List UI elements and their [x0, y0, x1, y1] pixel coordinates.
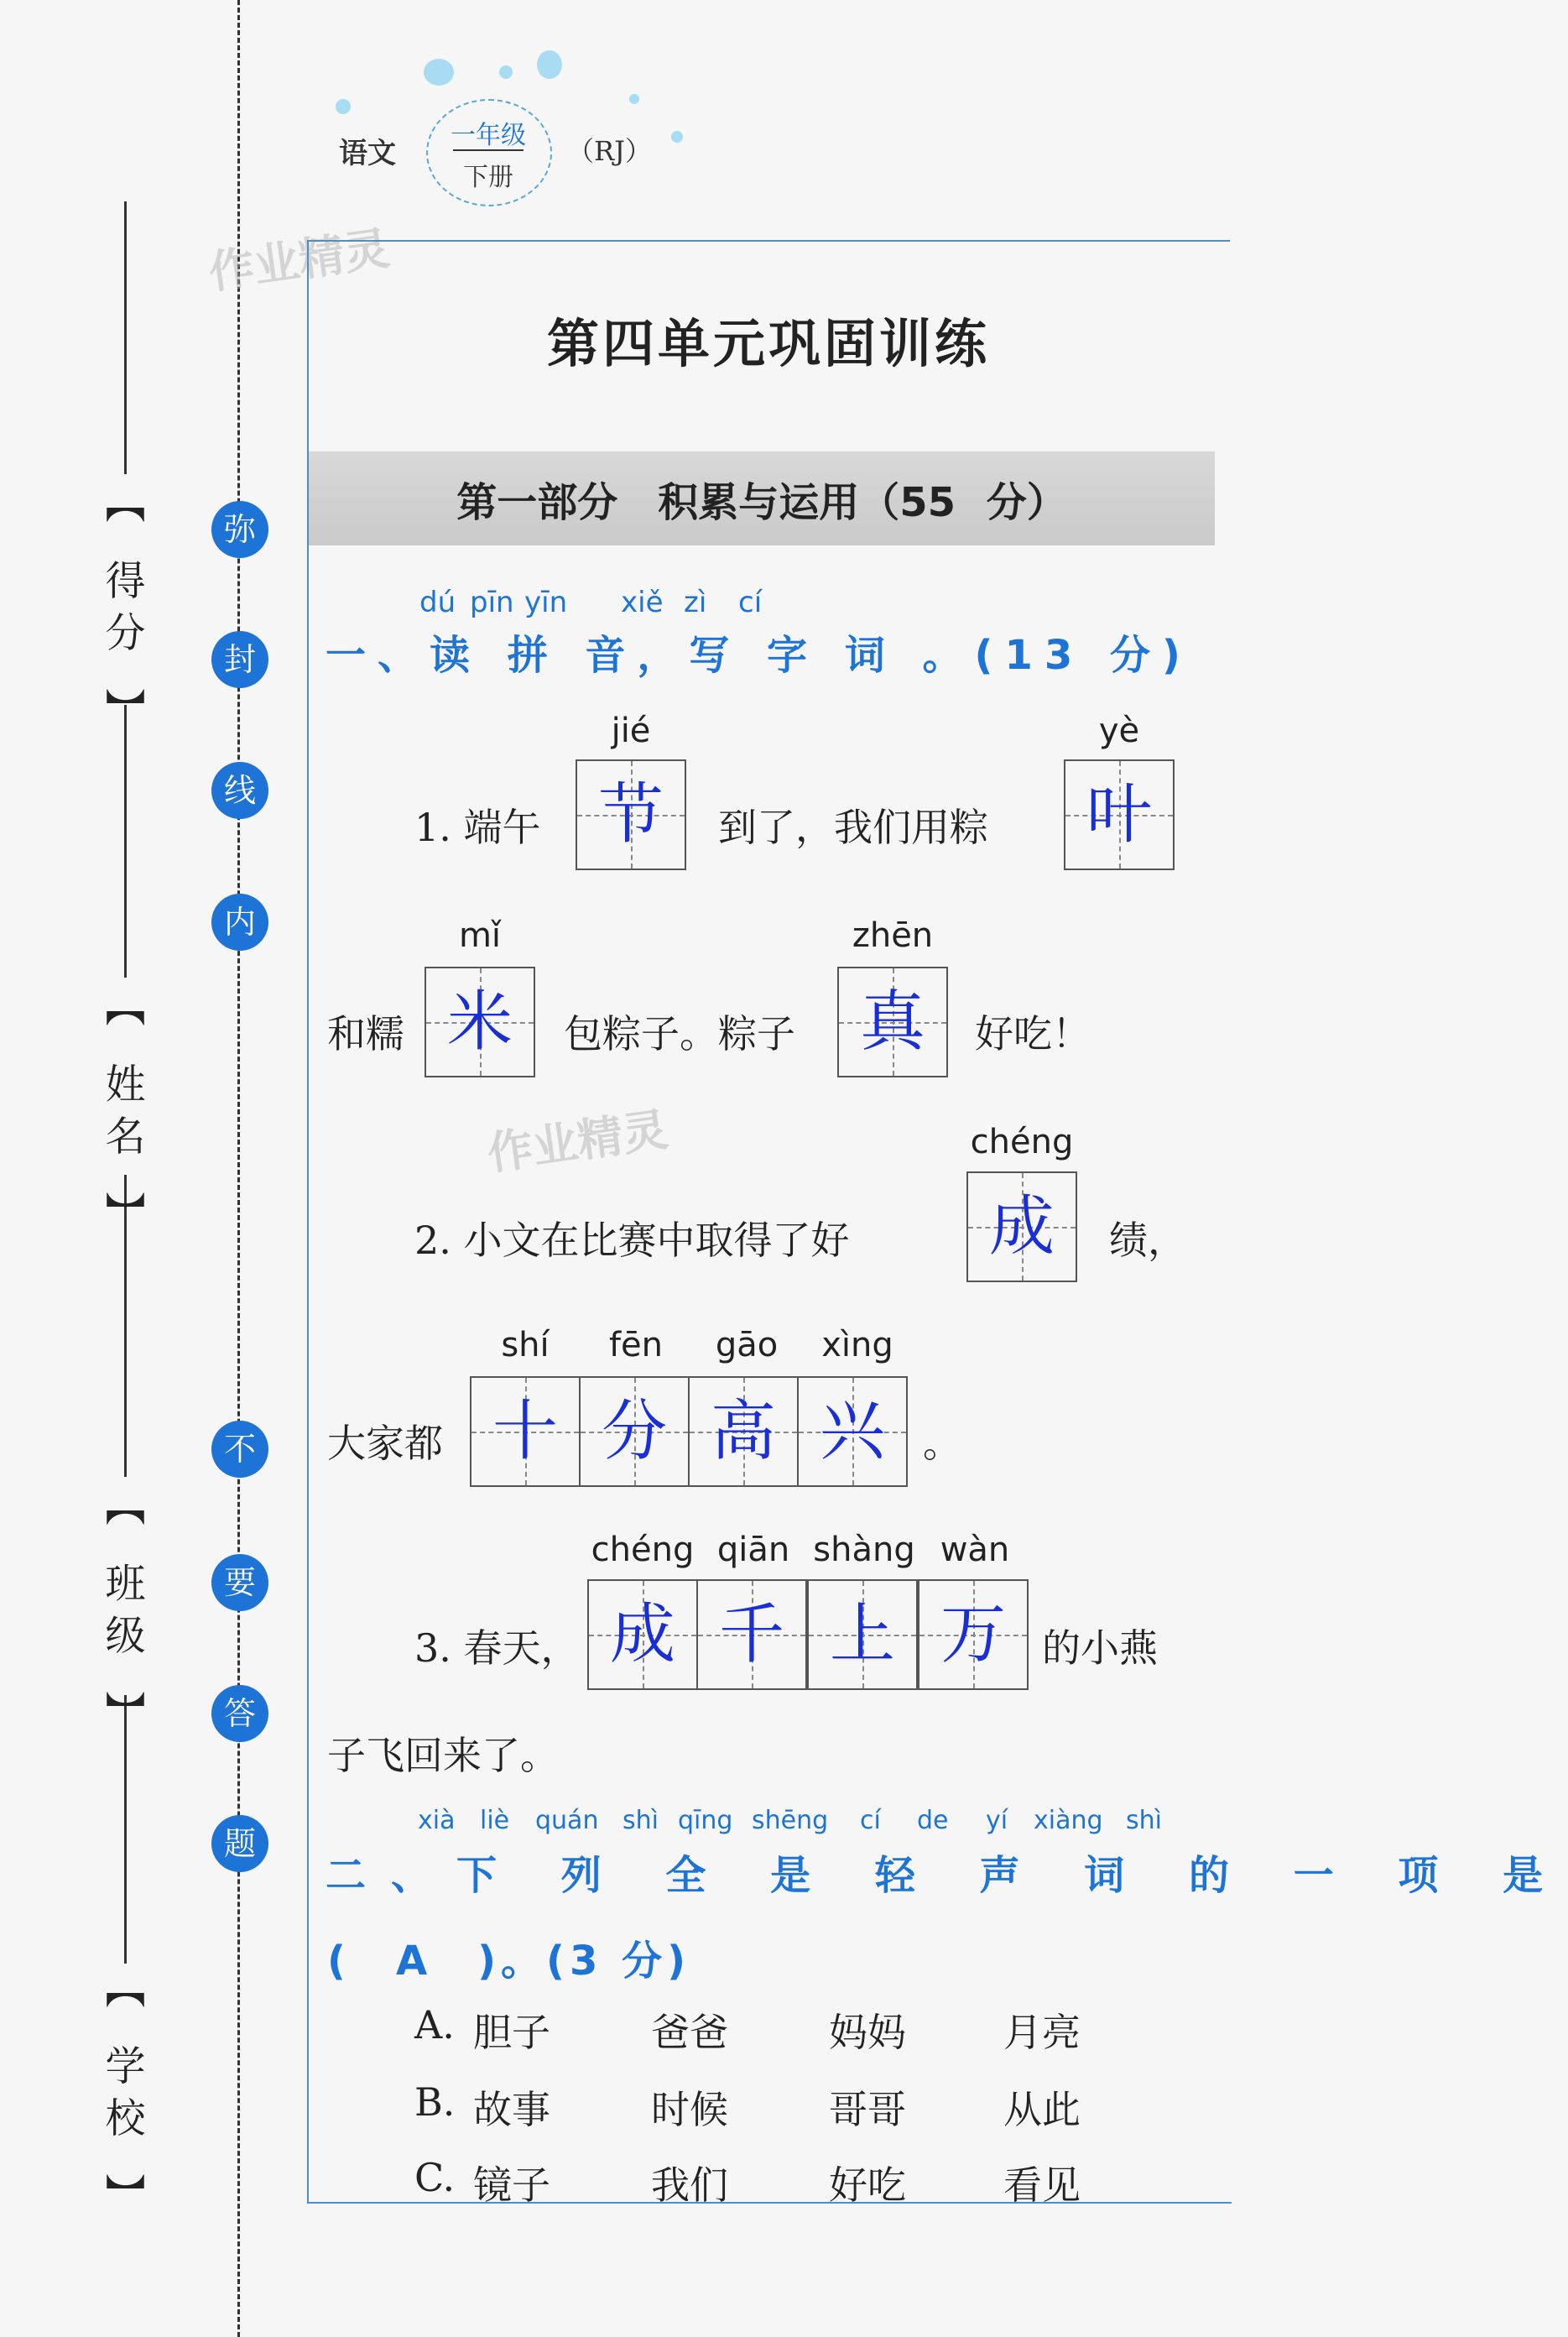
badge-divider: [453, 149, 524, 151]
pinyin: yè: [1098, 712, 1140, 750]
answer-box[interactable]: [696, 1579, 807, 1690]
answer-char: 高: [710, 1394, 776, 1469]
pinyin: xiàng: [1034, 1806, 1103, 1835]
seal-char: 封: [211, 631, 268, 688]
answer-char: 叶: [1086, 777, 1152, 853]
question-2-answer: ( A )。(3 分): [327, 1938, 691, 1985]
item-text: 。: [923, 1421, 961, 1466]
option-word: 妈妈: [829, 2010, 906, 2055]
option-word: 胆子: [473, 2010, 550, 2055]
answer-box[interactable]: [688, 1376, 799, 1487]
answer-char: 米: [446, 984, 513, 1060]
pinyin: quán: [535, 1806, 599, 1835]
answer-char: 兴: [819, 1394, 885, 1469]
pinyin: shì: [623, 1806, 659, 1835]
cut-line: [237, 0, 240, 2337]
pinyin: shàng: [813, 1531, 915, 1569]
answer-box[interactable]: [797, 1376, 908, 1487]
pinyin: mǐ: [458, 916, 502, 955]
answer-char: 节: [597, 777, 664, 853]
pinyin: zì: [684, 586, 707, 619]
answer-box[interactable]: [918, 1579, 1029, 1690]
label-name: 【 姓名 】: [98, 986, 145, 1244]
seal-char: 不: [211, 1421, 268, 1478]
pinyin: gāo: [715, 1326, 779, 1364]
seal-char: 内: [211, 894, 268, 951]
score-write-line[interactable]: [124, 201, 127, 474]
decor-dot: [336, 99, 351, 114]
pinyin: chéng: [591, 1531, 695, 1569]
option-word: 故事: [473, 2087, 550, 2132]
option-letter: C.: [414, 2155, 456, 2200]
pinyin: fēn: [608, 1326, 664, 1364]
answer-char: 上: [829, 1597, 895, 1672]
label-class: 【 班级 】: [98, 1485, 145, 1743]
seal-char: 线: [211, 762, 268, 819]
option-word: 看见: [1003, 2162, 1081, 2208]
pinyin: dú: [419, 586, 456, 619]
seal-char: 弥: [211, 501, 268, 558]
item-text: 包粽子。粽子: [564, 1011, 795, 1056]
item-text: 3. 春天，: [414, 1625, 580, 1671]
page-title: 第四单元巩固训练: [546, 313, 990, 374]
answer-box[interactable]: [1064, 759, 1175, 870]
pinyin: cí: [860, 1806, 881, 1835]
edition-label: （RJ）: [567, 135, 652, 167]
item-text: 和糯: [327, 1011, 404, 1056]
option-word: 好吃: [829, 2162, 906, 2208]
answer-box[interactable]: [966, 1171, 1077, 1282]
seal-char: 要: [211, 1554, 268, 1611]
option-word: 我们: [651, 2162, 728, 2208]
pinyin: qiān: [716, 1531, 790, 1569]
pinyin: yīn: [524, 586, 568, 619]
pinyin: zhēn: [852, 916, 934, 955]
answer-char: 真: [859, 984, 925, 1060]
pinyin: pīn: [470, 586, 514, 619]
item-text: 子飞回来了。: [327, 1733, 559, 1778]
grade-label: 一年级: [451, 121, 526, 150]
answer-box[interactable]: [807, 1579, 918, 1690]
watermark: 作业精灵: [484, 1103, 671, 1181]
item-text: 1. 端午: [414, 805, 541, 850]
label-school: 【 学校 】: [98, 1968, 145, 2225]
label-score: 【 得分 】: [98, 483, 145, 740]
answer-box[interactable]: [579, 1376, 690, 1487]
item-text: 好吃！: [975, 1011, 1091, 1056]
pinyin: chéng: [970, 1123, 1074, 1161]
watermark: 作业精灵: [206, 222, 393, 300]
answer-char: 成: [609, 1597, 675, 1672]
option-word: 镜子: [473, 2162, 550, 2208]
pinyin: xiě: [621, 586, 664, 619]
pinyin: wàn: [940, 1531, 1010, 1569]
option-word: 爸爸: [651, 2010, 728, 2055]
pinyin: qīng: [678, 1806, 733, 1835]
answer-box[interactable]: [470, 1376, 581, 1487]
answer-char: 成: [988, 1189, 1055, 1265]
option-word: 时候: [651, 2087, 728, 2132]
item-text: 2. 小文在比赛中取得了好: [414, 1218, 850, 1263]
pinyin: jié: [611, 712, 651, 750]
option-letter: A.: [414, 2002, 455, 2047]
answer-char: 十: [492, 1394, 558, 1469]
pinyin: xìng: [821, 1326, 893, 1364]
seal-char: 题: [211, 1815, 268, 1872]
item-text: 大家都: [327, 1421, 443, 1466]
frame-top-border: [307, 240, 1230, 242]
decor-dot: [671, 131, 683, 143]
pinyin: shēng: [752, 1806, 829, 1835]
decor-dot: [499, 65, 513, 79]
pinyin: yí: [986, 1806, 1008, 1835]
option-letter: B.: [414, 2079, 456, 2125]
option-word: 月亮: [1003, 2010, 1081, 2055]
item-text: 绩，: [1109, 1218, 1186, 1263]
answer-box[interactable]: [576, 759, 686, 870]
answer-char: 千: [718, 1597, 784, 1672]
decor-dot: [629, 94, 639, 104]
answer-box[interactable]: [587, 1579, 698, 1690]
decor-dot: [537, 50, 562, 79]
pinyin: liè: [480, 1806, 510, 1835]
name-write-line[interactable]: [124, 705, 127, 978]
part-title: 第一部分 积累与运用（55 分）: [456, 479, 1067, 526]
option-word: 从此: [1003, 2087, 1081, 2132]
pinyin: xià: [418, 1806, 456, 1835]
decor-dot: [424, 59, 454, 86]
pinyin: cí: [738, 586, 763, 619]
question-1-heading: 一、读 拼 音，写 字 词 。(13 分): [326, 632, 1192, 679]
answer-char: 万: [940, 1597, 1006, 1672]
question-2-heading: 二、下 列 全 是 轻 声 词 的 一 项 是: [326, 1852, 1568, 1899]
answer-box[interactable]: [837, 967, 948, 1077]
seal-char: 答: [211, 1685, 268, 1742]
item-text: 的小燕: [1042, 1625, 1158, 1671]
answer-char: 分: [601, 1394, 667, 1469]
pinyin: de: [917, 1806, 949, 1835]
volume-label: 下册: [463, 163, 513, 192]
answer-box[interactable]: [425, 967, 535, 1077]
pinyin: shí: [501, 1326, 550, 1364]
option-word: 哥哥: [829, 2087, 906, 2132]
subject-label: 语文: [339, 137, 396, 170]
pinyin: shì: [1126, 1806, 1162, 1835]
item-text: 到了，我们用粽: [718, 805, 988, 850]
